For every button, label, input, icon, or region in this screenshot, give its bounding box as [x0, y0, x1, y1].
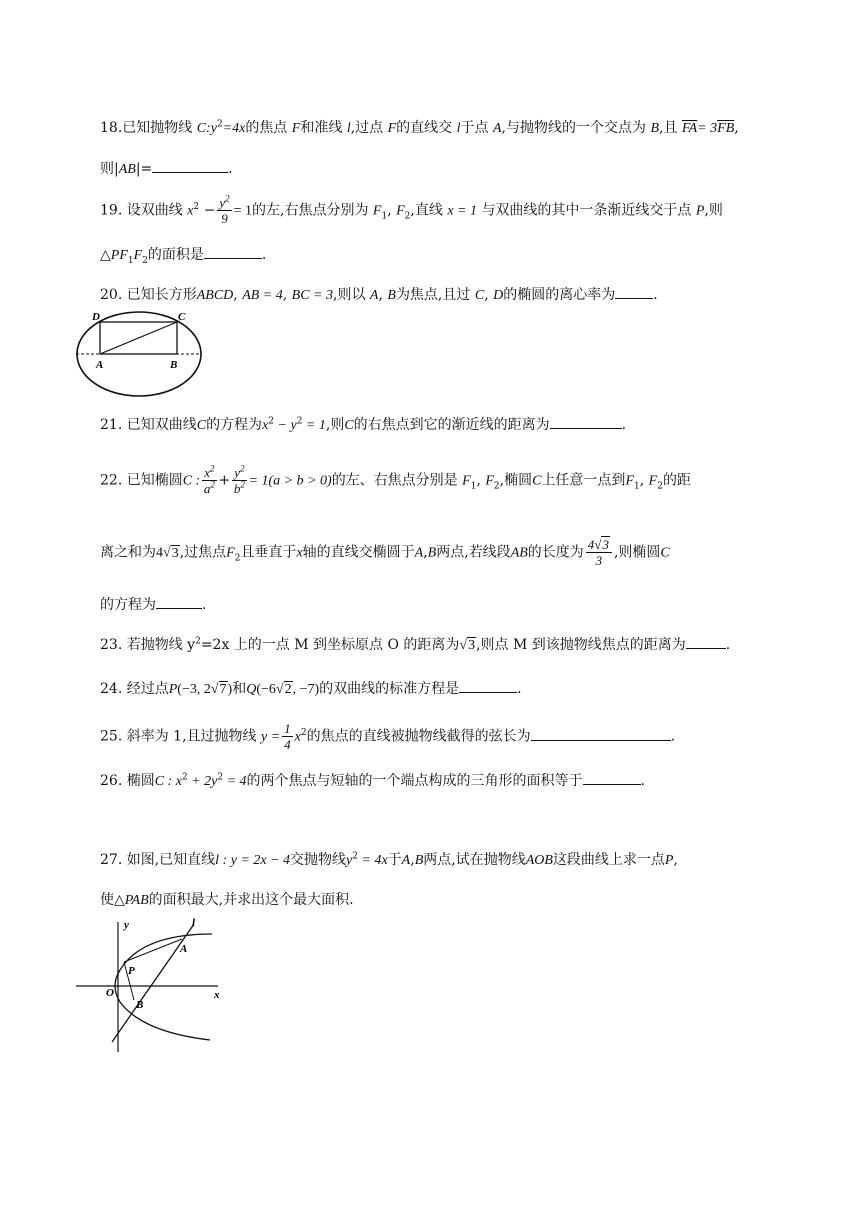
- text: ,则椭圆: [613, 544, 661, 561]
- segment-pa: [124, 939, 182, 962]
- question-number: 22.: [100, 472, 123, 489]
- text: 的椭圆的离心率为: [503, 287, 616, 303]
- text: ,直线: [410, 202, 443, 219]
- figure-parabola-line: [72, 914, 232, 1056]
- fraction: $\frac{y^2}{9}$: [219, 193, 230, 226]
- formula: x = 1: [447, 203, 477, 219]
- text: ,过焦点: [179, 544, 227, 561]
- answer-blank[interactable]: [550, 414, 622, 429]
- text: ,与抛物线的一个交点为: [501, 120, 646, 136]
- label-l: l: [192, 917, 196, 929]
- var: B: [387, 288, 396, 303]
- label-a: A: [180, 943, 188, 955]
- text: ,且: [659, 120, 678, 136]
- text: 的焦点: [245, 120, 288, 136]
- text: ,则: [325, 417, 345, 433]
- label-a: A: [96, 359, 104, 371]
- question-number: 24.: [100, 681, 123, 697]
- text: 的两个焦点与短轴的一个端点构成的三角形的面积等于: [246, 773, 583, 789]
- var: F: [291, 121, 301, 136]
- text: =2x 上的一点 M 到坐标原点 O 的距离为: [200, 637, 460, 653]
- answer-blank[interactable]: [583, 770, 641, 785]
- text: 已知长方形: [126, 287, 197, 303]
- text: 斜率为 1,且过抛物线: [126, 728, 257, 745]
- question-22-line3: 的方程为 .: [100, 594, 790, 615]
- text: 两点,试在抛物线: [423, 852, 526, 868]
- question-27: 27. 如图,已知直线l : y = 2x − 4交抛物线$y^2 = 4x$于A,B两点,试在抛物线AOB这段曲线上求一点P,: [100, 851, 678, 868]
- text: 于: [387, 852, 402, 868]
- question-number: 25.: [100, 728, 123, 745]
- text: 若抛物线 y: [126, 637, 196, 653]
- text: 离之和为: [100, 544, 156, 561]
- text: 则|: [100, 161, 119, 177]
- text: 与双曲线的其中一条渐近线交于点: [481, 202, 692, 219]
- question-22: 22. 已知椭圆C : $\frac{x^2}{a^2}$ + $\frac{y^2}{b^2}$ = 1(a > b > 0)的左、右焦点分别是 $F_1$, $F_2$,椭圆C上任意一点到$F_1$, $F_2$的距: [100, 463, 691, 496]
- question-19-line2: $\triangle PF_1F_2$的面积是 .: [100, 244, 790, 266]
- var: A: [492, 121, 502, 136]
- var: F: [387, 121, 397, 136]
- text: ,过点: [350, 120, 384, 136]
- label-c: C: [178, 311, 186, 323]
- label-y: y: [124, 919, 129, 931]
- question-24: 24. 经过点P(−3, 2√7)和Q(−6√2, −7)的双曲线的标准方程是 .: [100, 678, 790, 700]
- text: 的左,右焦点分别为: [252, 202, 369, 219]
- question-27-line2: 使△PAB的面积最大,并求出这个最大面积.: [100, 892, 354, 908]
- var: C: [344, 418, 354, 433]
- var: C: [196, 418, 207, 433]
- question-number: 27.: [100, 852, 123, 868]
- text: 为焦点,且过: [395, 287, 471, 303]
- var: F: [372, 203, 382, 219]
- answer-blank[interactable]: [156, 594, 202, 609]
- line-l: [112, 924, 194, 1042]
- label-b: B: [170, 359, 178, 371]
- text: 和: [232, 681, 247, 697]
- var: A: [369, 288, 379, 303]
- answer-blank[interactable]: [615, 284, 653, 299]
- var: l: [346, 121, 351, 136]
- text: 如图,已知直线: [126, 852, 216, 868]
- question-21: 21. 已知双曲线C的方程为$x^2 - y^2 = 1$,则C的右焦点到它的渐近线的距离为 .: [100, 414, 790, 436]
- text: 椭圆: [126, 773, 155, 789]
- text: 和准线: [300, 120, 343, 136]
- question-number: 23.: [100, 637, 123, 653]
- text: 的面积最大,并求出这个最大面积.: [148, 892, 354, 908]
- formula: ABCD: [196, 288, 234, 303]
- text: 已知双曲线: [126, 417, 197, 433]
- parabola: [115, 934, 212, 1040]
- text: ,则点 M 到该抛物线焦点的距离为: [476, 637, 686, 653]
- label-o: O: [106, 987, 114, 999]
- formula: = 3: [697, 121, 718, 136]
- formula: C:y: [196, 121, 217, 136]
- question-number: 19.: [100, 202, 123, 219]
- text: 轴的直线交椭圆于: [302, 544, 415, 561]
- text: 设双曲线: [126, 202, 183, 219]
- text: 且垂直于: [240, 544, 297, 561]
- text: ,: [387, 202, 392, 219]
- text: .: [653, 287, 658, 303]
- formula: =4x: [222, 121, 246, 136]
- text: 交抛物线: [290, 852, 347, 868]
- vector: $\overline{FB}$: [717, 121, 735, 136]
- text: .: [261, 247, 267, 263]
- diagonal-ac: [100, 322, 177, 354]
- text: ,则: [704, 202, 723, 219]
- text: 的距: [662, 472, 691, 489]
- answer-blank[interactable]: [686, 634, 726, 649]
- text: ,: [233, 287, 238, 303]
- fraction-length: $\frac{4√3}{3}$: [586, 538, 612, 567]
- text: ,: [734, 120, 739, 136]
- text: 两点,若线段: [436, 544, 511, 561]
- formula: = 1: [233, 203, 252, 219]
- text: 使: [100, 892, 114, 908]
- text: 的方程为: [100, 597, 156, 613]
- formula: BC = 3: [291, 288, 333, 303]
- answer-blank[interactable]: [459, 678, 517, 693]
- question-18: 18.已知抛物线 $C:y^2=4x$的焦点 F和准线 l,过点 F的直线交 l于点 A,与抛物线的一个交点为 B,且 $\overline{FA}= 3\overline{FB}$,: [100, 119, 739, 136]
- var: F: [396, 203, 405, 219]
- var: AB: [118, 162, 136, 177]
- label-p: P: [128, 965, 135, 977]
- fraction-quarter: $\frac{1}{4}$: [284, 721, 291, 752]
- text: 已知抛物线: [122, 120, 193, 136]
- text: 上任意一点到: [541, 472, 626, 489]
- question-22-line2: 离之和为4√3,过焦点$F_2$且垂直于x轴的直线交椭圆于A,B两点,若线段AB的长度为 $\frac{4√3}{3}$ ,则椭圆C: [100, 537, 670, 568]
- text: |=: [135, 161, 153, 177]
- text: .: [228, 161, 233, 177]
- vector: $\overline{FA}$: [681, 121, 698, 136]
- fraction-y: $\frac{y^2}{b^2}$: [233, 463, 245, 496]
- text: 的右焦点到它的渐近线的距离为: [353, 417, 550, 433]
- var: C: [474, 288, 485, 303]
- var: l: [456, 121, 461, 136]
- question-18-line2: [100, 158, 790, 180]
- formula: C :: [182, 473, 201, 489]
- text: 的长度为: [527, 544, 584, 561]
- answer-blank[interactable]: [204, 244, 262, 259]
- label-b: B: [136, 999, 144, 1011]
- formula: △PF: [100, 248, 128, 263]
- answer-blank[interactable]: [152, 158, 228, 173]
- text: ,椭圆: [499, 472, 533, 489]
- label-d: D: [92, 311, 100, 323]
- var: D: [493, 288, 504, 303]
- question-number: 18.: [100, 120, 123, 136]
- text: 的左、右焦点分别是: [331, 472, 458, 489]
- question-number: 20.: [100, 287, 123, 303]
- text: 于点: [460, 120, 489, 136]
- answer-blank[interactable]: [531, 726, 671, 741]
- text: 的直线交: [396, 120, 453, 136]
- formula: AB = 4: [242, 288, 283, 303]
- question-number: 21.: [100, 417, 123, 433]
- question-23: 23. 若抛物线 $y^2=2x$ 上的一点 M 到坐标原点 O 的距离为√3,则点 M 到该抛物线焦点的距离为 .: [100, 634, 790, 656]
- question-number: 26.: [100, 773, 123, 789]
- text: 的方程为: [206, 417, 263, 433]
- formula: x: [187, 203, 194, 219]
- text: 已知椭圆: [126, 472, 183, 489]
- var: P: [695, 203, 705, 219]
- text: 的焦点的直线被抛物线截得的弦长为: [306, 728, 531, 745]
- text: ,则以: [333, 287, 366, 303]
- question-19: 19. 设双曲线 $x^2$ − $\frac{y^2}{9}$ = 1的左,右焦点分别为 $F_1$, $F_2$,直线 x = 1 与双曲线的其中一条渐近线交于点 P,则: [100, 193, 723, 226]
- text: 这段曲线上求一点: [552, 852, 665, 868]
- question-20: 20. 已知长方形ABCD, AB = 4, BC = 3,则以 A, B为焦点,且过 C, D的椭圆的离心率为 .: [100, 284, 790, 306]
- text: 的面积是: [147, 247, 204, 263]
- text: .: [621, 417, 627, 433]
- figure-ellipse-rectangle: [72, 306, 206, 402]
- formula: x: [262, 418, 269, 433]
- question-25: 25. 斜率为 1,且过抛物线 y = $\frac{1}{4}$ $x^2$的焦点的直线被抛物线截得的弦长为 .: [100, 721, 676, 752]
- var: B: [650, 121, 659, 136]
- formula: = 1(a > b > 0): [248, 473, 332, 489]
- fraction-x: $\frac{x^2}{a^2}$: [203, 463, 215, 496]
- question-26: 26. 椭圆C : $x^2 + 2y^2 = 4$的两个焦点与短轴的一个端点构成的三角形的面积等于 .: [100, 770, 790, 792]
- label-x: x: [214, 989, 220, 1001]
- text: 的双曲线的标准方程是: [319, 681, 460, 697]
- text: 经过点: [126, 681, 169, 697]
